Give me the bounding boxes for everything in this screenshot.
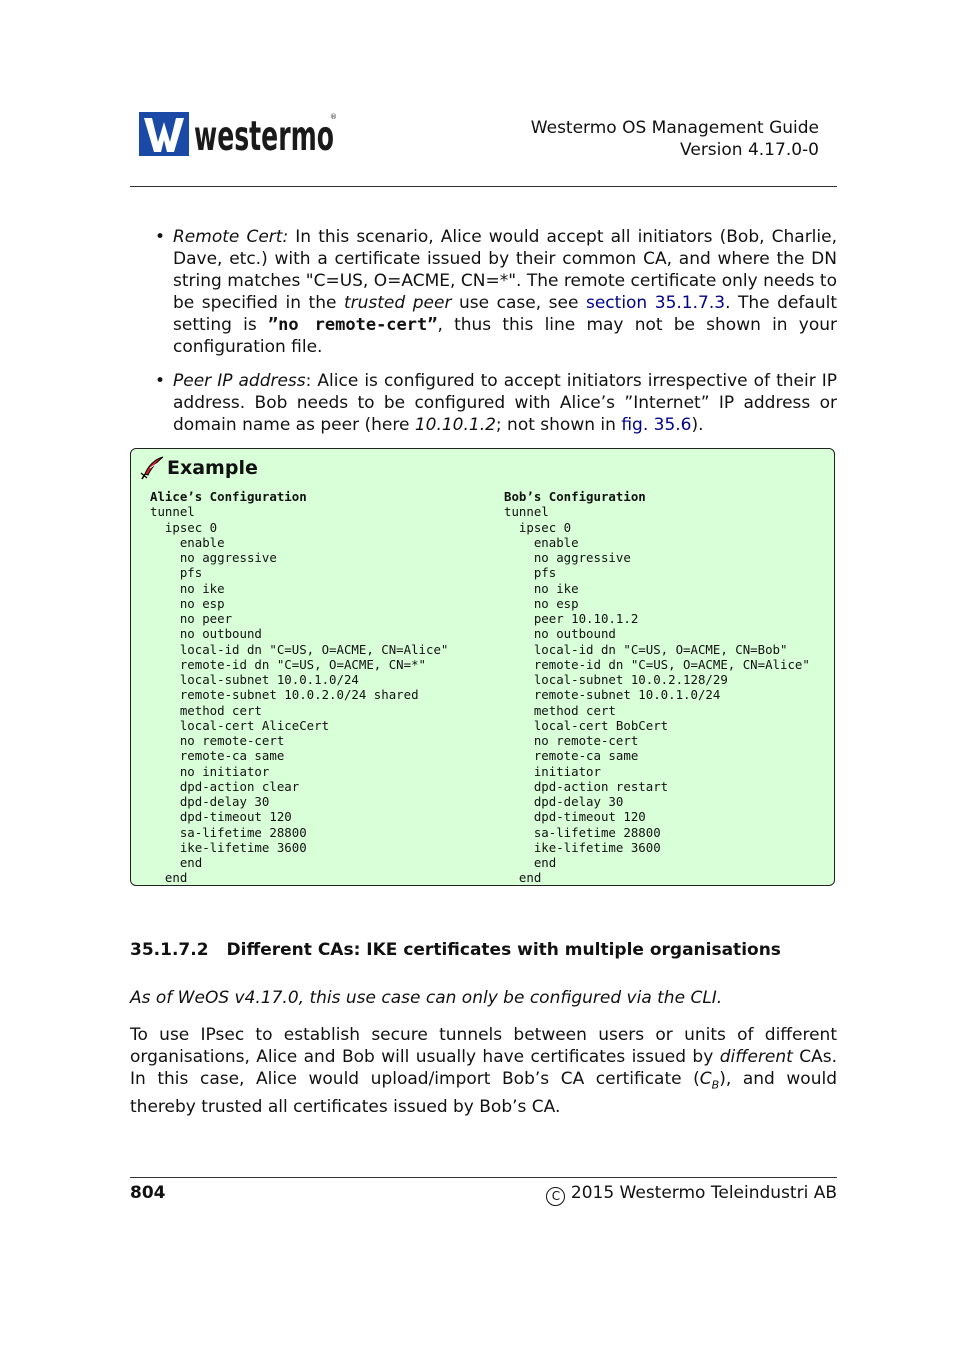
math-symbol: C <box>699 1069 712 1089</box>
svg-text:westermo: westermo <box>194 112 334 158</box>
svg-text:®: ® <box>330 113 337 121</box>
header-rule <box>130 186 837 187</box>
copyright <box>546 1183 837 1206</box>
bullet-text: ; not shown in <box>495 415 622 435</box>
cli-note: As of WeOS v4.17.0, this use case can only be configured via the CLI. <box>130 988 723 1008</box>
bob-config-heading: Bob’s Configuration <box>504 489 646 504</box>
bullet-text: , thus this line may not be shown in your configuration file. <box>173 315 838 357</box>
bullet-emphasis: 10.10.1.2 <box>414 415 496 435</box>
bob-config <box>504 489 810 886</box>
document-header <box>531 117 819 161</box>
copyright-icon: C <box>546 1187 565 1206</box>
bullet-list <box>155 226 837 448</box>
alice-config-code: tunnel ipsec 0 enable no aggressive pfs no ike no esp no peer no outbound local-id dn "C=US, O=ACME, CN=Alice" remote-id dn "C=US, O=ACME, CN=*" local-subnet 10.0.1.0/24 remote-subnet 10.0.2.0/24 shared method cert local-cert AliceCert no remote-cert remote-ca same no initiator dpd-action clear dpd-delay 30 dpd-timeout 120 sa-lifetime 28800 ike-lifetime 3600 end end <box>150 504 449 886</box>
alice-config <box>150 489 448 886</box>
bullet-text: use case, see <box>451 293 586 313</box>
figure-link[interactable]: fig. 35.6 <box>621 415 692 435</box>
example-header <box>139 455 258 481</box>
copyright-text: 2015 Westermo Teleindustri AB <box>565 1183 837 1203</box>
example-box <box>130 448 835 886</box>
bullet-remote-cert <box>155 226 837 358</box>
example-title: Example <box>167 457 258 479</box>
paragraph-text: ), and would thereby trusted all certificates issued by Bob’s CA. <box>130 1069 837 1118</box>
bullet-dot: • <box>155 371 166 391</box>
bullet-text: : Alice is configured to accept initiators irrespective of their IP address. Bob needs to be configured with Alice’s ”Internet” IP address or domain name as peer (here <box>173 371 837 435</box>
footer-rule <box>130 1177 837 1178</box>
quill-icon <box>139 455 165 481</box>
guide-version: Version 4.17.0-0 <box>680 140 819 160</box>
section-link[interactable]: section 35.1.7.3 <box>585 293 726 313</box>
bullet-peer-ip <box>155 370 837 436</box>
bullet-text: In this scenario, Alice would accept all initiators (Bob, Charlie, Dave, etc.) with a certificate issued by their common CA, and where the DN string matches "C=US, O=ACME, CN=*". The remote certificate only needs to be specified in the <box>173 227 837 313</box>
section-number: 35.1.7.2 <box>130 940 209 960</box>
inline-code: ”no remote-cert” <box>267 315 438 335</box>
bullet-term: Peer IP address <box>173 371 306 391</box>
alice-config-heading: Alice’s Configuration <box>150 489 307 504</box>
page-number: 804 <box>130 1183 166 1203</box>
bullet-emphasis: trusted peer <box>343 293 452 313</box>
westermo-logo <box>139 110 339 158</box>
body-paragraph <box>130 1024 837 1118</box>
section-title: Different CAs: IKE certificates with multiple organisations <box>226 940 781 960</box>
bullet-text: ). <box>691 415 704 435</box>
guide-title: Westermo OS Management Guide <box>530 118 819 138</box>
math-subscript: B <box>711 1078 720 1092</box>
bullet-term: Remote Cert: <box>173 227 289 247</box>
bullet-dot: • <box>155 227 166 247</box>
section-heading <box>130 940 781 960</box>
paragraph-emphasis: different <box>719 1047 793 1067</box>
paragraph-text: To use IPsec to establish secure tunnels between users or units of different organisations, Alice and Bob will usually have certificates issued by <box>130 1025 837 1067</box>
bob-config-code: tunnel ipsec 0 enable no aggressive pfs no ike no esp peer 10.10.1.2 no outbound local-id dn "C=US, O=ACME, CN=Bob" remote-id dn "C=US, O=ACME, CN=Alice" local-subnet 10.0.2.128/29 remote-subnet 10.0.1.0/24 method cert local-cert BobCert no remote-cert remote-ca same initiator dpd-action restart dpd-delay 30 dpd-timeout 120 sa-lifetime 28800 ike-lifetime 3600 end end <box>504 504 810 886</box>
bullet-text: . The default setting is <box>173 293 837 335</box>
paragraph-text: CAs. In this case, Alice would upload/import Bob’s CA certificate ( <box>130 1047 838 1089</box>
